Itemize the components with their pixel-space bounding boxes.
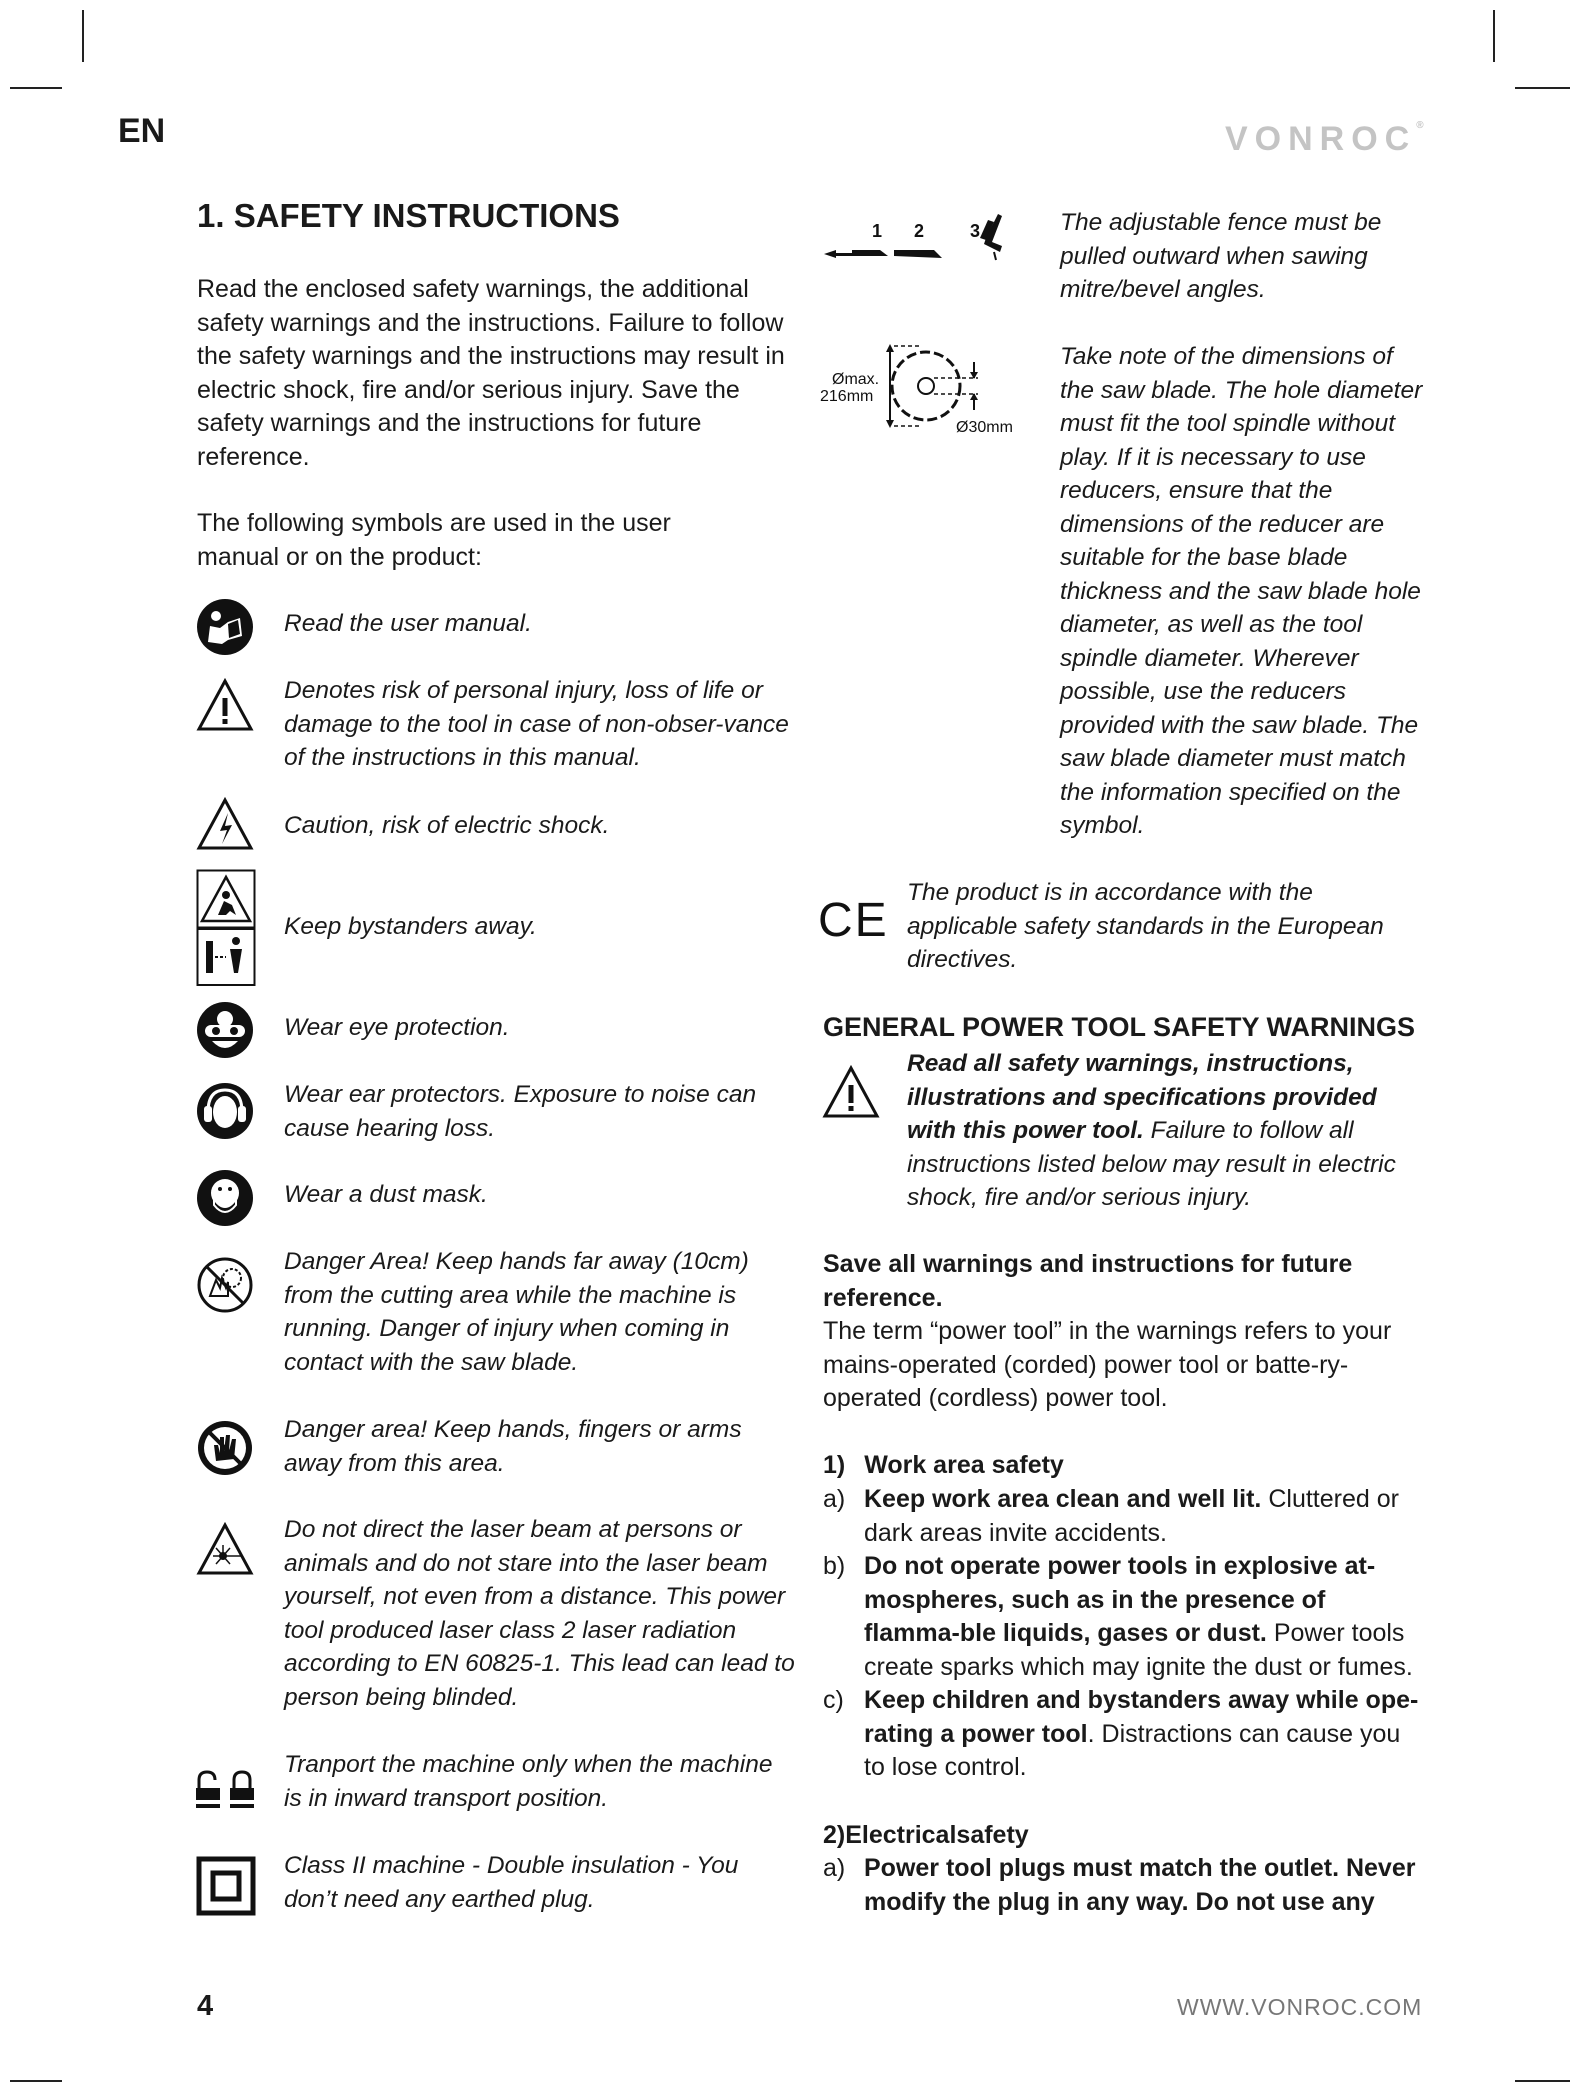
crop-mark [1493, 10, 1495, 62]
read-manual-icon [196, 598, 254, 656]
intro-paragraph: Read the enclosed safety warnings, the additional safety warnings and the instructions. Failure to follow the safety warnings and the instructions may result in electric shock, fire and/or serious injury. Save the safety warnings and the instructions for future reference. [197, 275, 785, 471]
work-area-heading [823, 1449, 1064, 1483]
symbol-text: Wear ear protectors. Exposure to noise can cause hearing loss. [284, 1081, 757, 1142]
blade-diameter-label: 216mm [820, 388, 874, 405]
general-warning-paragraph [907, 1047, 1427, 1215]
power-tool-term: The term “power tool” in the warnings refers to your mains-operated (corded) power tool or batte-ry-operated (cordless) power tool. [823, 1317, 1392, 1412]
list-item-bold: Keep children and bystanders away while ope-rating a power tool [864, 1686, 1419, 1748]
brand-name: VONROC [1225, 120, 1417, 158]
general-warning-bold: Read all safety warnings, instructions, illustrations and specifications provided with this power tool. [907, 1050, 1377, 1144]
general-warnings-title: GENERAL POWER TOOL SAFETY WARNINGS [823, 1012, 1416, 1042]
bystanders-icon [196, 869, 256, 987]
electric-shock-icon [196, 797, 254, 851]
eye-protection-icon [196, 1001, 254, 1059]
symbol-text: Denotes risk of personal injury, loss of life or damage to the tool in case of non-obser-vance of the instructions in this manual. [284, 677, 789, 771]
list-item [864, 1684, 1424, 1785]
symbol-text: Caution, risk of electric shock. [284, 812, 610, 839]
transport-lock-icon [194, 1768, 258, 1812]
electrical-safety-heading: 2)Electricalsafety [823, 1821, 1029, 1849]
blade-hole-label: Ø30mm [956, 419, 1013, 436]
list-item-rest: Cluttered or dark areas invite accidents. [864, 1485, 1399, 1547]
symbol-text: Class II machine - Double insulation - You don’t need any earthed plug. [284, 1852, 739, 1913]
double-insulation-icon [196, 1856, 256, 1916]
dust-mask-icon [196, 1169, 254, 1227]
no-hands-icon [196, 1419, 254, 1477]
symbol-text: Wear a dust mask. [284, 1181, 488, 1208]
list-item-rest: . Distractions can cause you to lose control. [864, 1719, 1401, 1781]
crop-mark [1515, 87, 1570, 89]
laser-warning-icon [196, 1522, 254, 1576]
general-warning-rest: Failure to follow all instructions listed below may result in electric shock, fire and/or serious injury. [907, 1117, 1396, 1211]
section-title: 1. SAFETY INSTRUCTIONS [197, 197, 620, 234]
list-label: b) [823, 1552, 846, 1580]
ce-text: The product is in accordance with the applicable safety standards in the European directives. [907, 879, 1384, 973]
symbol-text: Danger area! Keep hands, fingers or arms away from this area. [284, 1416, 742, 1477]
symbol-text: Do not direct the laser beam at persons or animals and do not stare into the laser beam yourself, not even from a distance. This power tool produced laser class 2 laser radiation according to EN 60825-1. This lead can lead to person being blinded. [284, 1516, 795, 1711]
ce-mark: CE [818, 894, 889, 947]
no-hands-blade-icon [196, 1256, 254, 1314]
saw-blade-dimensions-icon [818, 342, 1038, 442]
list-item-rest: Power tools create sparks which may ignite the dust or fumes. [864, 1619, 1413, 1681]
brand-logo [1225, 120, 1424, 159]
list-item [864, 1483, 1424, 1550]
crop-mark [10, 2080, 62, 2082]
fence-number: 1 [872, 221, 883, 241]
page-number: 4 [197, 1990, 214, 2022]
save-warnings-heading: Save all warnings and instructions for future reference. [823, 1250, 1353, 1312]
list-item-bold: Keep work area clean and well lit. [864, 1485, 1262, 1513]
ear-protection-icon [196, 1082, 254, 1140]
crop-mark [10, 87, 62, 89]
warning-triangle-icon [822, 1065, 880, 1119]
crop-mark [1515, 2080, 1570, 2082]
blade-max-label: Ømax. [832, 371, 880, 388]
list-item [864, 1852, 1424, 1919]
website-url: WWW.VONROC.COM [1177, 1994, 1423, 2020]
language-code: EN [118, 112, 166, 150]
symbol-text: Keep bystanders away. [284, 913, 537, 940]
fence-number: 2 [914, 221, 925, 241]
list-label: a) [823, 1485, 846, 1513]
symbols-intro: The following symbols are used in the user manual or on the product: [197, 509, 671, 571]
crop-mark [82, 10, 84, 62]
work-area-title: Work area safety [864, 1451, 1064, 1479]
fence-number: 3 [970, 221, 981, 241]
list-item-bold: Power tool plugs must match the outlet. Never modify the plug in any way. Do not use any [864, 1854, 1416, 1916]
list-item [864, 1550, 1424, 1684]
fence-diagram-icon [822, 208, 1032, 278]
list-label: a) [823, 1854, 846, 1882]
blade-text: Take note of the dimensions of the saw blade. The hole diameter must fit the tool spindle without play. If it is necessary to use reducers, ensure that the dimensions of the reducer are suitable for the base blade thickness and the saw blade hole diameter, as well as the tool spindle diameter. Wherever possible, use the reducers provided with the saw blade. The saw blade diameter must match the information specified on the symbol. [1060, 343, 1423, 839]
warning-triangle-icon [196, 678, 254, 732]
symbol-text: Tranport the machine only when the machine is in inward transport position. [284, 1751, 773, 1812]
work-area-number: 1) [823, 1451, 846, 1479]
symbol-text: Danger Area! Keep hands far away (10cm) from the cutting area while the machine is running. Danger of injury when coming in contact with the saw blade. [284, 1248, 749, 1376]
symbol-text: Wear eye protection. [284, 1014, 510, 1041]
list-label: c) [823, 1686, 844, 1714]
trademark-mark: ® [1416, 120, 1424, 131]
fence-text: The adjustable fence must be pulled outward when sawing mitre/bevel angles. [1060, 209, 1382, 303]
symbol-text: Read the user manual. [284, 610, 532, 637]
list-item-bold: Do not operate power tools in explosive at-mospheres, such as in the presence of flamma-ble liquids, gases or dust. [864, 1552, 1376, 1647]
